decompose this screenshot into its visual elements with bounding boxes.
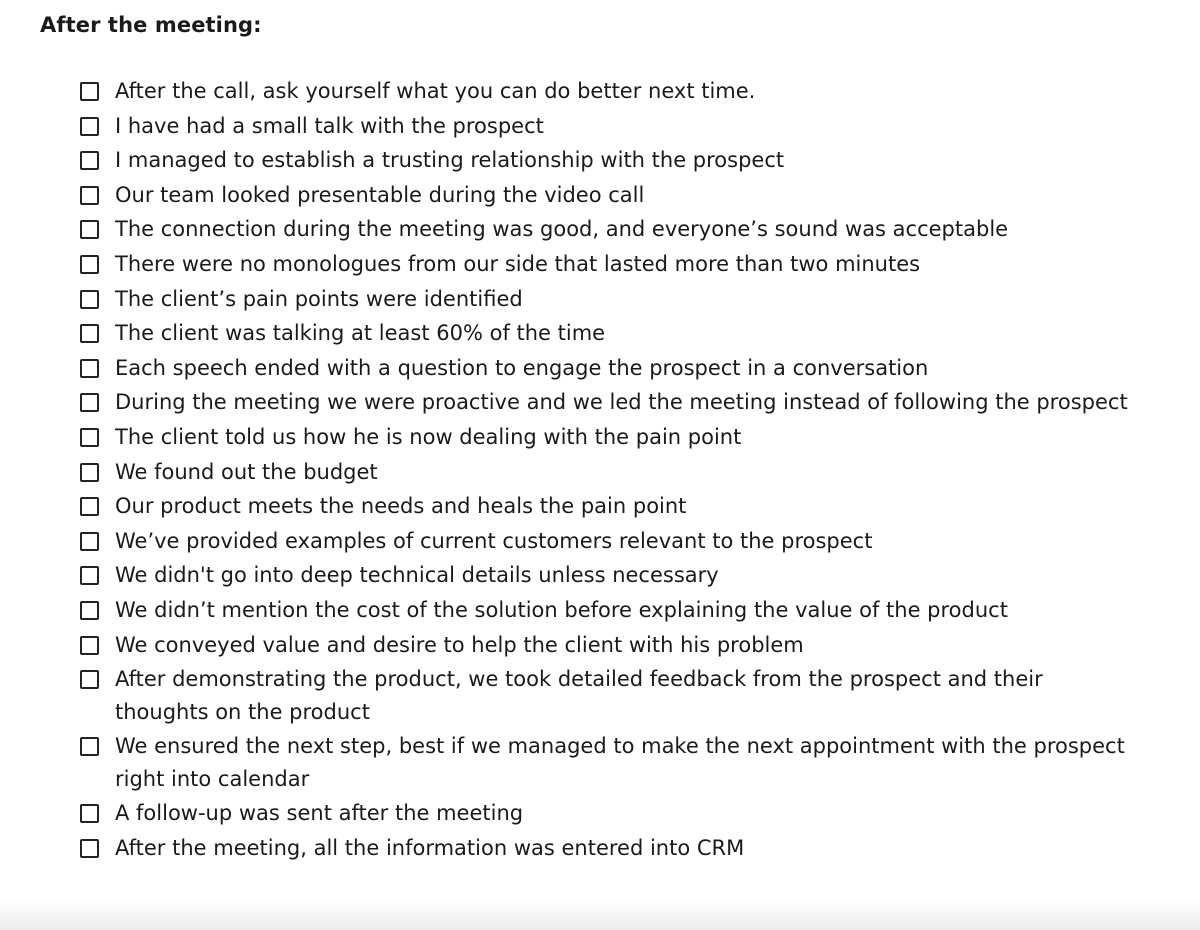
checkbox[interactable] (80, 737, 99, 756)
checklist-item (80, 559, 1140, 592)
checklist-item (80, 525, 1140, 558)
checklist-item-text: A follow-up was sent after the meeting (115, 801, 524, 826)
checklist-item-text: We conveyed value and desire to help the client with his problem (115, 632, 804, 657)
checklist-item-text: After the call, ask yourself what you can do better next time. (115, 79, 756, 103)
checklist-item-text: After demonstrating the product, we took detailed feedback from the prospect and their thoughts on the product (115, 667, 1043, 724)
checklist-item-text: The connection during the meeting was good, and everyone’s sound was acceptable (115, 217, 1009, 242)
checklist-item-text: Our team looked presentable during the video call (115, 182, 645, 207)
checklist-item-text: There were no monologues from our side that lasted more than two minutes (115, 251, 921, 276)
checkbox[interactable] (80, 463, 99, 482)
checkbox[interactable] (80, 428, 99, 447)
checklist-item (80, 213, 1140, 246)
checklist-item-text: We didn’t mention the cost of the solution before explaining the value of the product (115, 597, 1008, 622)
bottom-fade (0, 900, 1200, 930)
checklist-item-text: During the meeting we were proactive and we led the meeting instead of following the prospect (115, 390, 1128, 415)
checkbox[interactable] (80, 804, 99, 823)
checkbox[interactable] (80, 117, 99, 136)
checklist-item (80, 144, 1140, 177)
checklist-item-text: The client’s pain points were identified (115, 286, 523, 311)
checklist-item (80, 421, 1140, 454)
checklist-item-text: The client told us how he is now dealing with the pain point (115, 424, 742, 449)
checkbox[interactable] (80, 839, 99, 858)
checklist-item-text: We didn't go into deep technical details unless necessary (115, 563, 719, 588)
checkbox[interactable] (80, 186, 99, 205)
checklist-item (80, 75, 1140, 108)
checklist-item (80, 352, 1140, 385)
checkbox[interactable] (80, 324, 99, 343)
checkbox[interactable] (80, 82, 99, 101)
checkbox[interactable] (80, 290, 99, 309)
checklist-item (80, 663, 1140, 728)
checklist (80, 75, 1140, 867)
checklist-item (80, 797, 1140, 830)
checklist-item-text: Our product meets the needs and heals the pain point (115, 494, 687, 519)
checklist-item-text: We ensured the next step, best if we managed to make the next appointment with the prospect right into calendar (115, 734, 1125, 791)
checkbox[interactable] (80, 359, 99, 378)
checklist-item-text: We found out the budget (115, 459, 378, 484)
checkbox[interactable] (80, 601, 99, 620)
checklist-item (80, 386, 1140, 419)
checkbox[interactable] (80, 393, 99, 412)
checklist-item (80, 317, 1140, 350)
checkbox[interactable] (80, 670, 99, 689)
checklist-item (80, 283, 1140, 316)
checkbox[interactable] (80, 255, 99, 274)
checklist-item (80, 594, 1140, 627)
checklist-item (80, 730, 1140, 795)
checklist-item-text: I have had a small talk with the prospect (115, 113, 544, 138)
checklist-item (80, 110, 1140, 143)
checkbox[interactable] (80, 497, 99, 516)
checkbox[interactable] (80, 636, 99, 655)
page-title: After the meeting: (40, 13, 262, 37)
checklist-item-text: The client was talking at least 60% of the time (115, 321, 606, 346)
checklist-item (80, 179, 1140, 212)
checklist-item-text: I managed to establish a trusting relationship with the prospect (115, 148, 785, 173)
checklist-item-text: We’ve provided examples of current customers relevant to the prospect (115, 528, 873, 553)
checklist-item (80, 832, 1140, 865)
checkbox[interactable] (80, 566, 99, 585)
checklist-item-text: After the meeting, all the information was entered into CRM (115, 836, 745, 861)
checkbox[interactable] (80, 151, 99, 170)
checkbox[interactable] (80, 220, 99, 239)
checklist-item (80, 629, 1140, 662)
checklist-item (80, 490, 1140, 523)
checklist-item (80, 248, 1140, 281)
checklist-item (80, 456, 1140, 489)
checkbox[interactable] (80, 532, 99, 551)
checklist-item-text: Each speech ended with a question to engage the prospect in a conversation (115, 355, 929, 380)
